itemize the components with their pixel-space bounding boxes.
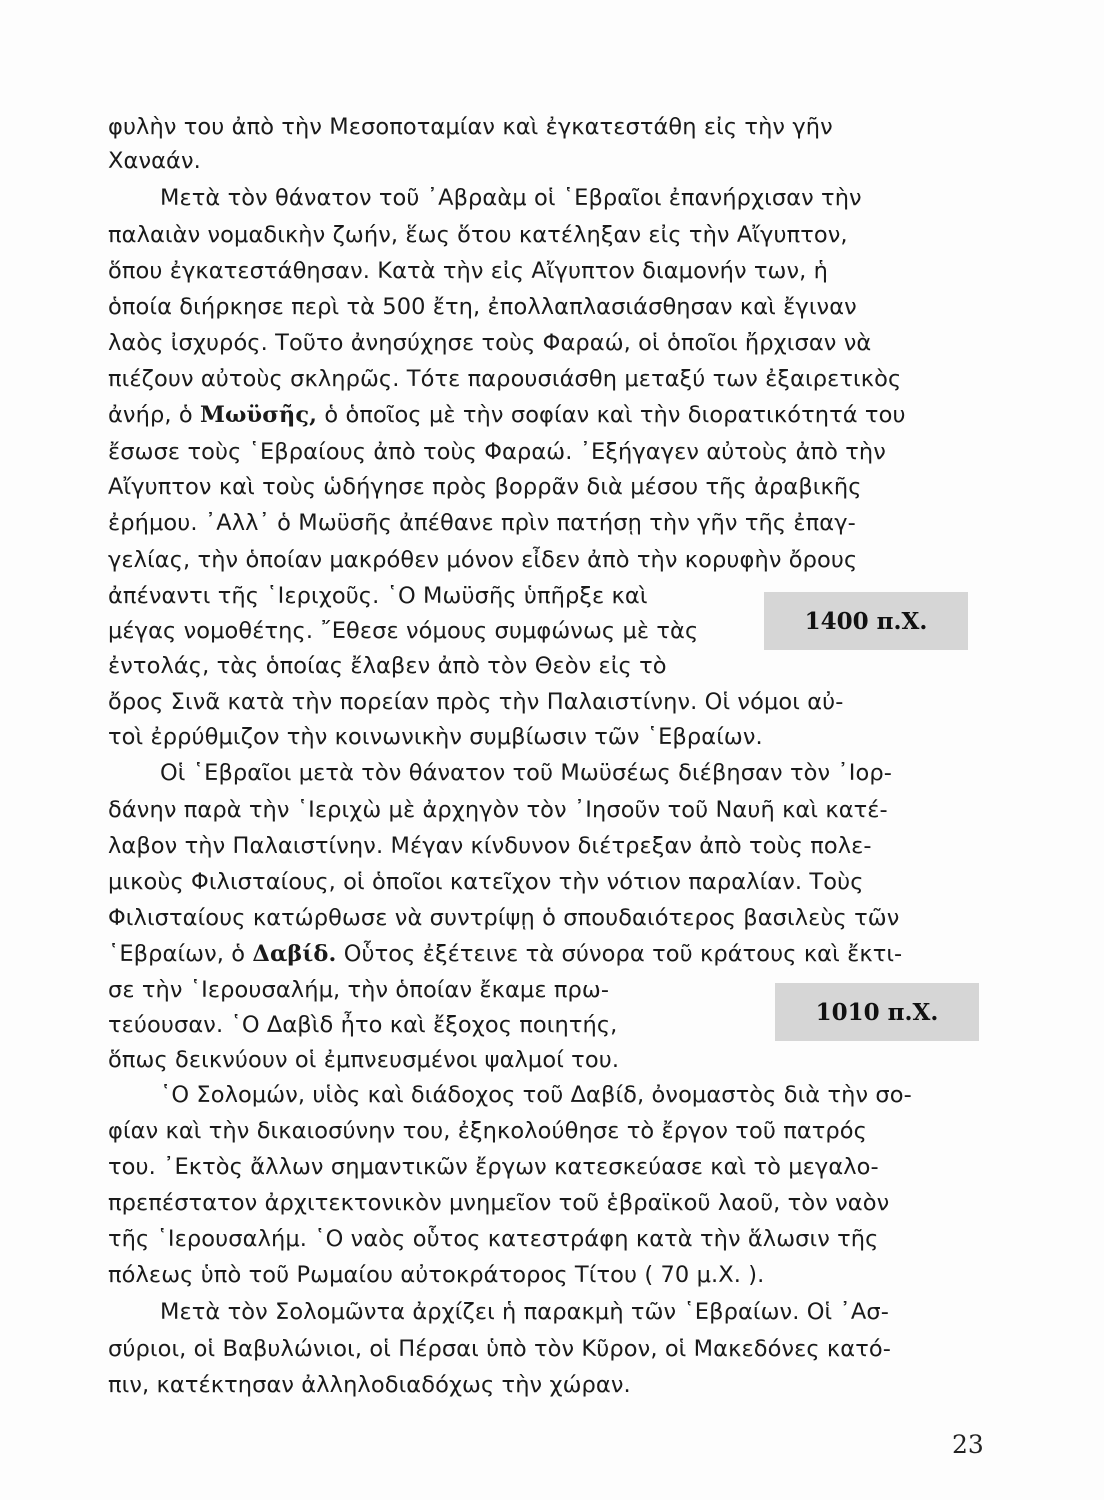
text-line: Μετὰ τὸν θάνατον τοῦ ᾿Αβραὰμ οἱ ῾Εβραῖοι ἐπανήρχισαν τὴν	[160, 185, 862, 211]
text-line: ἐρήμου. ᾿Αλλ᾿ ὁ Μωϋσῆς ἀπέθανε πρὶν πατήσῃ τὴν γῆν τῆς ἐπαγ-	[108, 510, 856, 536]
text-line: ὄρος Σινᾶ κατὰ τὴν πορείαν πρὸς τὴν Παλαιστίνην. Οἱ νόμοι αὐ-	[108, 689, 844, 715]
text-line: φυλὴν του ἀπὸ τὴν Μεσοποταμίαν καὶ ἐγκατεστάθη εἰς τὴν γῆν	[108, 114, 833, 140]
text-line: Αἴγυπτον καὶ τοὺς ὡδήγησε πρὸς βορρᾶν διὰ μέσου τῆς ἀραβικῆς	[108, 474, 862, 500]
text-line: Οἱ ῾Εβραῖοι μετὰ τὸν θάνατον τοῦ Μωϋσέως διέβησαν τὸν ᾿Ιορ-	[160, 760, 892, 786]
text-line: γελίας, τὴν ὁποίαν μακρόθεν μόνον εἶδεν ἀπὸ τὴν κορυφὴν ὄρους	[108, 547, 858, 573]
text-line: του. ᾿Εκτὸς ἄλλων σημαντικῶν ἔργων κατεσκεύασε καὶ τὸ μεγαλο-	[108, 1154, 879, 1180]
text-line: τεύουσαν. ῾Ο Δαβὶδ ἦτο καὶ ἔξοχος ποιητής,	[108, 1012, 618, 1038]
date-label-1010bc: 1010 π.Χ.	[775, 983, 979, 1041]
text-line-moses	[108, 400, 906, 430]
text-line: μέγας νομοθέτης. ῎Εθεσε νόμους συμφώνως μὲ τὰς	[108, 618, 699, 644]
text-line: δάνην παρὰ τὴν ῾Ιεριχὼ μὲ ἀρχηγὸν τὸν ᾿Ιησοῦν τοῦ Ναυῆ καὶ κατέ-	[108, 797, 888, 823]
text-line: λαὸς ἰσχυρός. Τοῦτο ἀνησύχησε τοὺς Φαραώ, οἱ ὁποῖοι ἤρχισαν νὰ	[108, 330, 872, 356]
david-after: Οὗτος ἐξέτεινε τὰ σύνορα τοῦ κράτους καὶ ἔκτι-	[336, 941, 903, 967]
text-line: ὅπως δεικνύουν οἱ ἐμπνευσμένοι ψαλμοί του.	[108, 1047, 620, 1073]
david-before: ῾Εβραίων, ὁ	[108, 941, 253, 967]
text-line: φίαν καὶ τὴν δικαιοσύνην του, ἐξηκολούθησε τὸ ἔργον τοῦ πατρός	[108, 1118, 867, 1144]
moses-after: ὁ ὁποῖος μὲ τὴν σοφίαν καὶ τὴν διορατικότητά του	[317, 402, 906, 428]
text-line: Φιλισταίους κατώρθωσε νὰ συντρίψῃ ὁ σπουδαιότερος βασιλεὺς τῶν	[108, 905, 900, 931]
text-line: τῆς ῾Ιερουσαλήμ. ῾Ο ναὸς οὗτος κατεστράφη κατὰ τὴν ἅλωσιν τῆς	[108, 1226, 879, 1252]
text-line: ῾Ο Σολομών, υἱὸς καὶ διάδοχος τοῦ Δαβίδ, ὀνομαστὸς διὰ τὴν σο-	[160, 1082, 912, 1108]
text-line: παλαιὰν νομαδικὴν ζωήν, ἕως ὅτου κατέληξαν εἰς τὴν Αἴγυπτον,	[108, 222, 848, 248]
text-line: πρεπέστατον ἀρχιτεκτονικὸν μνημεῖον τοῦ ἑβραϊκοῦ λαοῦ, τὸν ναὸν	[108, 1190, 890, 1216]
text-line: ἐντολάς, τὰς ὁποίας ἔλαβεν ἀπὸ τὸν Θεὸν εἰς τὸ	[108, 653, 667, 679]
text-line: Μετὰ τὸν Σολομῶντα ἀρχίζει ἡ παρακμὴ τῶν ῾Εβραίων. Οἱ ᾿Ασ-	[160, 1299, 889, 1325]
date-label-1400bc: 1400 π.Χ.	[764, 592, 968, 650]
text-line: λαβον τὴν Παλαιστίνην. Μέγαν κίνδυνον διέτρεξαν ἀπὸ τοὺς πολε-	[108, 833, 872, 859]
moses-name: Μωϋσῆς,	[199, 402, 318, 428]
text-line: Χαναάν.	[108, 148, 201, 174]
david-name: Δαβίδ.	[252, 941, 337, 967]
text-line: ἀπέναντι τῆς ῾Ιεριχοῦς. ῾Ο Μωϋσῆς ὑπῆρξε καὶ	[108, 583, 648, 609]
text-line: ὅπου ἐγκατεστάθησαν. Κατὰ τὴν εἰς Αἴγυπτον διαμονήν των, ἡ	[108, 258, 829, 284]
text-line: ὁποία διήρκησε περὶ τὰ 500 ἔτη, ἐπολλαπλασιάσθησαν καὶ ἔγιναν	[108, 294, 857, 320]
text-line: ἔσωσε τοὺς ῾Εβραίους ἀπὸ τοὺς Φαραώ. ᾿Εξήγαγεν αὐτοὺς ἀπὸ τὴν	[108, 439, 886, 465]
text-line: πιν, κατέκτησαν ἀλληλοδιαδόχως τὴν χώραν.	[108, 1372, 631, 1398]
text-line-david	[108, 939, 902, 969]
text-line: σύριοι, οἱ Βαβυλώνιοι, οἱ Πέρσαι ὑπὸ τὸν Κῦρον, οἱ Μακεδόνες κατό-	[108, 1336, 891, 1362]
text-line: πόλεως ὑπὸ τοῦ Ρωμαίου αὐτοκράτορος Τίτου ( 70 μ.Χ. ).	[108, 1262, 765, 1288]
text-line: μικοὺς Φιλισταίους, οἱ ὁποῖοι κατεῖχον τὴν νότιον παραλίαν. Τοὺς	[108, 869, 864, 895]
text-line: τοὶ ἐρρύθμιζον τὴν κοινωνικὴν συμβίωσιν τῶν ῾Εβραίων.	[108, 724, 763, 750]
moses-before: ἀνήρ, ὁ	[108, 402, 200, 428]
text-line: σε τὴν ῾Ιερουσαλήμ, τὴν ὁποίαν ἔκαμε πρω-	[108, 977, 610, 1003]
text-line: πιέζουν αὐτοὺς σκληρῶς. Τότε παρουσιάσθη μεταξύ των ἐξαιρετικὸς	[108, 366, 902, 392]
page-number: 23	[952, 1430, 984, 1459]
